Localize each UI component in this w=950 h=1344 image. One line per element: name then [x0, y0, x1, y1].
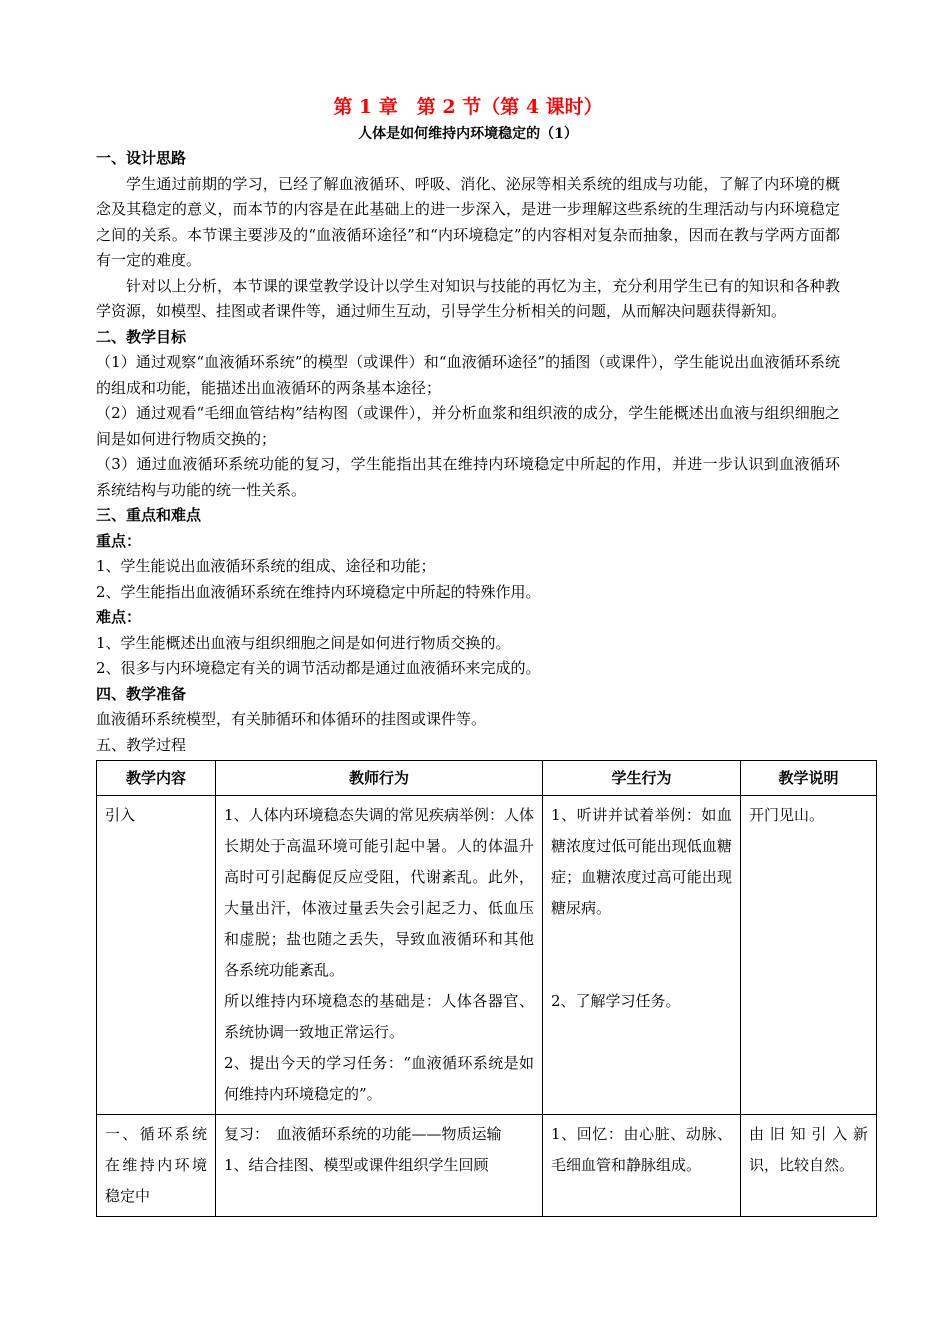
section-heading-prep: 四、教学准备 [96, 684, 187, 703]
section-heading-process: 五、教学过程 [96, 735, 187, 754]
cell-student [543, 796, 741, 1115]
header-teacher: 教师行为 [216, 761, 543, 796]
cell-text: 1、回忆：由心脏、动脉、毛细血管和静脉组成。 [551, 1125, 732, 1174]
table-row [97, 1115, 877, 1217]
goal-item: （2）通过观看“毛细血管结构”结构图（或课件），并分析血浆和组织液的成分，学生能概述出血液与组织细胞之间是如何进行物质交换的； [96, 404, 840, 448]
cell-teacher [216, 1115, 543, 1217]
document-title: 第 1 章 第 2 节（第 4 课时） [333, 96, 603, 118]
cell-content [97, 1115, 216, 1217]
cell-text: 2、提出今天的学习任务：“血液循环系统是如何维持内环境稳定的”。 [224, 1054, 534, 1103]
cell-text: 1、结合挂图、模型或课件组织学生回顾 [224, 1156, 489, 1174]
cell-note [741, 1115, 877, 1217]
cell-text: 1、听讲并试着举例：如血糖浓度过低可能出现低血糖症；血糖浓度过高可能出现糖尿病。 [551, 806, 732, 917]
cell-teacher [216, 796, 543, 1115]
design-paragraph: 学生通过前期的学习，已经了解血液循环、呼吸、消化、泌尿等相关系统的组成与功能，了解了内环境的概念及其稳定的意义，而本节的内容是在此基础上的进一步深入，是进一步理解这些系统的生理活动与内环境稳定之间的关系。本节课主要涉及的“血液循环途径”和“内环境稳定”的内容相对复杂而抽象，因而在教与学两方面都有一定的难度。 [96, 174, 840, 269]
header-note: 教学说明 [741, 761, 877, 796]
cell-text: 所以维持内环境稳态的基础是：人体各器官、系统协调一致地正常运行。 [224, 992, 534, 1041]
design-paragraph: 针对以上分析，本节课的课堂教学设计以学生对知识与技能的再忆为主，充分利用学生已有的知识和各种教学资源，如模型、挂图或者课件等，通过师生互动，引导学生分析相关的问题，从而解决问题获得新知。 [96, 276, 840, 320]
header-content: 教学内容 [97, 761, 216, 796]
cell-text: 复习： 血液循环系统的功能——物质运输 [224, 1125, 502, 1143]
cell-text: 一、循环系统在维持内环境稳定中 [105, 1125, 207, 1205]
difficulty-label: 难点： [96, 608, 142, 626]
goal-item: （1）通过观察“血液循环系统”的模型（或课件）和“血液循环途径”的插图（或课件），学生能说出血液循环系统的组成和功能，能描述出血液循环的两条基本途径； [96, 353, 840, 397]
cell-content [97, 796, 216, 1115]
section-heading-design: 一、设计思路 [96, 149, 187, 167]
difficulty-item: 1、学生能概述出血液与组织细胞之间是如何进行物质交换的。 [96, 633, 511, 652]
key-label: 重点： [96, 531, 142, 550]
cell-student [543, 1115, 741, 1217]
document-page [96, 92, 868, 1217]
key-item: 2、学生能指出血液循环系统在维持内环境稳定中所起的特殊作用。 [96, 582, 541, 601]
table-row [97, 796, 877, 1115]
cell-note [741, 796, 877, 1115]
document-subtitle: 人体是如何维持内环境稳定的（1） [358, 126, 578, 142]
table-header-row [97, 761, 877, 796]
key-item: 1、学生能说出血液循环系统的组成、途径和功能； [96, 557, 436, 575]
cell-text: 1、人体内环境稳态失调的常见疾病举例：人体长期处于高温环境可能引起中暑。人的体温升高时可引起酶促反应受阻，代谢紊乱。此外，大量出汗，体液过量丢失会引起乏力、低血压和虚脱；盐也随之丢失，导致血液循环和其他各系统功能紊乱。 [224, 806, 534, 979]
section-heading-goals: 二、教学目标 [96, 327, 187, 346]
cell-text: 2、了解学习任务。 [551, 992, 681, 1010]
cell-text: 由旧知引入新识，比较自然。 [749, 1125, 868, 1174]
section-heading-keypoints: 三、重点和难点 [96, 506, 202, 524]
cell-spacer [551, 924, 732, 986]
prep-text: 血液循环系统模型，有关肺循环和体循环的挂图或课件等。 [96, 710, 487, 728]
goal-item: （3）通过血液循环系统功能的复习，学生能指出其在维持内环境稳定中所起的作用，并进一步认识到血液循环系统结构与功能的统一性关系。 [96, 455, 840, 499]
header-student: 学生行为 [543, 761, 741, 796]
difficulty-item: 2、很多与内环境稳定有关的调节活动都是通过血液循环来完成的。 [96, 659, 541, 677]
teaching-process-table [96, 760, 877, 1217]
cell-text: 引入 [105, 806, 136, 824]
cell-text: 开门见山。 [749, 806, 825, 824]
